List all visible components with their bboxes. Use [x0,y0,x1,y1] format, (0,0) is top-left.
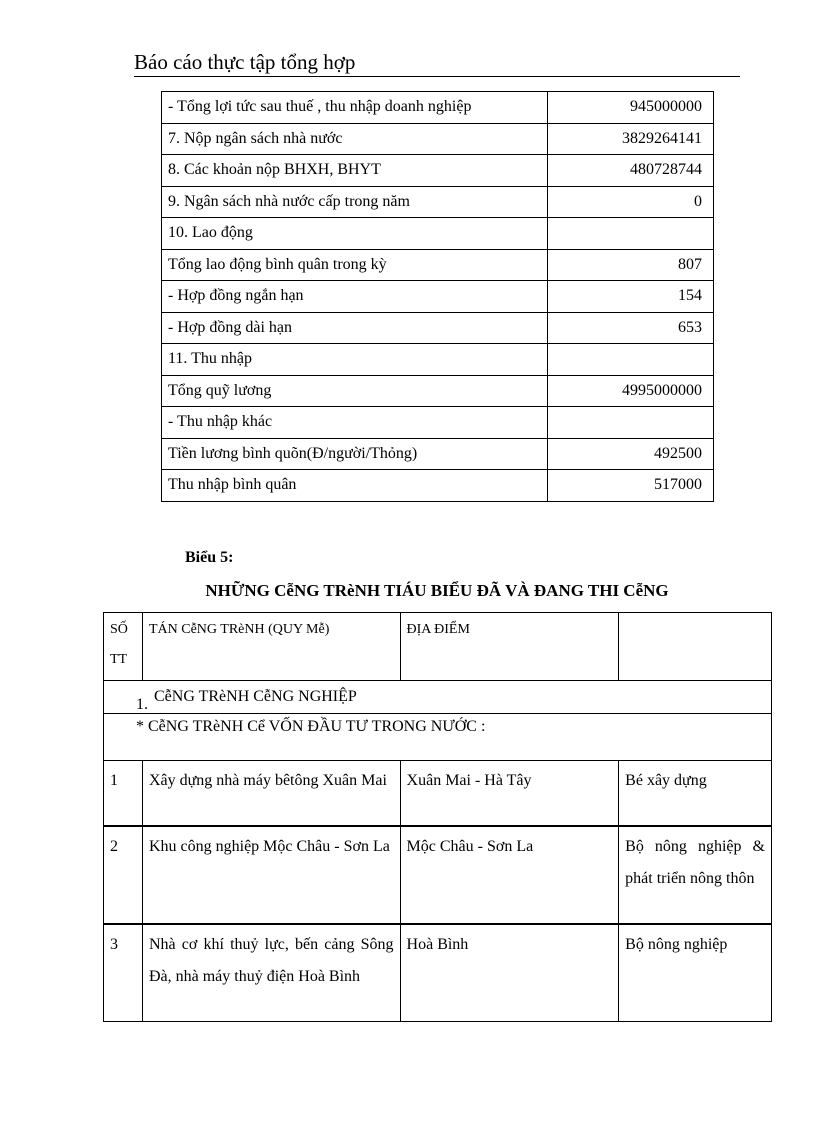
report-title: Báo cáo thực tập tổng hợp [134,50,356,74]
summary-label: 11. Thu nhập [162,344,548,376]
summary-label: Tổng quỹ lương [162,375,548,407]
summary-row [162,407,714,439]
summary-label: - Hợp đồng ngắn hạn [162,281,548,313]
summary-value: 3829264141 [548,123,714,155]
summary-row [162,344,714,376]
summary-row [162,92,714,124]
group-row [104,681,772,714]
summary-label: 10. Lao động [162,218,548,250]
row-name: Xây dựng nhà máy bêtông Xuân Mai [142,761,400,826]
col-header-location: ĐỊA ĐIỂM [400,613,619,681]
row-location: Mộc Châu - Sơn La [400,826,619,924]
summary-row [162,123,714,155]
group-cell [104,681,772,714]
summary-value [548,344,714,376]
col-header-name: TÁN CễNG TRèNH (QUY Mễ) [142,613,400,681]
row-no: 1 [104,761,143,826]
row-owner: Bộ nông nghiệp [619,924,772,1022]
projects-table [103,612,772,1022]
row-name: Khu công nghiệp Mộc Châu - Sơn La [142,826,400,924]
table-row [104,924,772,1022]
subgroup-title: * CễNG TRèNH Cể VỐN ĐẦU TƯ TRONG NƯỚC : [104,714,772,761]
summary-table [161,91,714,502]
table-row [104,826,772,924]
row-location: Xuân Mai - Hà Tây [400,761,619,826]
summary-label: Tiền lương bình quõn(Đ/người/Thỏng) [162,438,548,470]
summary-value: 517000 [548,470,714,502]
table-row [104,761,772,826]
summary-row [162,218,714,250]
summary-value: 492500 [548,438,714,470]
summary-value [548,218,714,250]
summary-label: Thu nhập bình quân [162,470,548,502]
summary-label: 9. Ngân sách nhà nước cấp trong năm [162,186,548,218]
summary-value: 653 [548,312,714,344]
summary-label: - Hợp đồng dài hạn [162,312,548,344]
group-number: 1. [136,696,148,713]
subgroup-row [104,714,772,761]
row-no: 2 [104,826,143,924]
summary-row [162,470,714,502]
row-owner: Bé xây dựng [619,761,772,826]
summary-value: 154 [548,281,714,313]
summary-label: Tổng lao động bình quân trong kỳ [162,249,548,281]
summary-label: - Thu nhập khác [162,407,548,439]
row-no: 3 [104,924,143,1022]
col-header-no: SỐ TT [104,613,143,681]
projects-header-row [104,613,772,681]
summary-value: 0 [548,186,714,218]
row-location: Hoà Bình [400,924,619,1022]
projects-title: NHỮNG CễNG TRèNH TIÁU BIỂU ĐÃ VÀ ĐANG THI CễNG [205,581,669,600]
summary-row [162,312,714,344]
row-name: Nhà cơ khí thuỷ lực, bến cảng Sông Đà, nhà máy thuỷ điện Hoà Bình [142,924,400,1022]
summary-label: 8. Các khoản nộp BHXH, BHYT [162,155,548,187]
summary-row [162,249,714,281]
summary-value: 480728744 [548,155,714,187]
summary-value: 4995000000 [548,375,714,407]
summary-row [162,438,714,470]
col-header-owner [619,613,772,681]
group-title: CễNG TRèNH CễNG NGHIỆP [154,688,357,705]
summary-row [162,186,714,218]
summary-value: 945000000 [548,92,714,124]
summary-value: 807 [548,249,714,281]
summary-row [162,155,714,187]
summary-row [162,375,714,407]
summary-value [548,407,714,439]
page-header [134,48,740,77]
section-label: Biểu 5: [185,549,234,566]
summary-label: - Tổng lợi tức sau thuế , thu nhập doanh nghiệp [162,92,548,124]
summary-row [162,281,714,313]
row-owner: Bộ nông nghiệp & phát triển nông thôn [619,826,772,924]
summary-label: 7. Nộp ngân sách nhà nước [162,123,548,155]
